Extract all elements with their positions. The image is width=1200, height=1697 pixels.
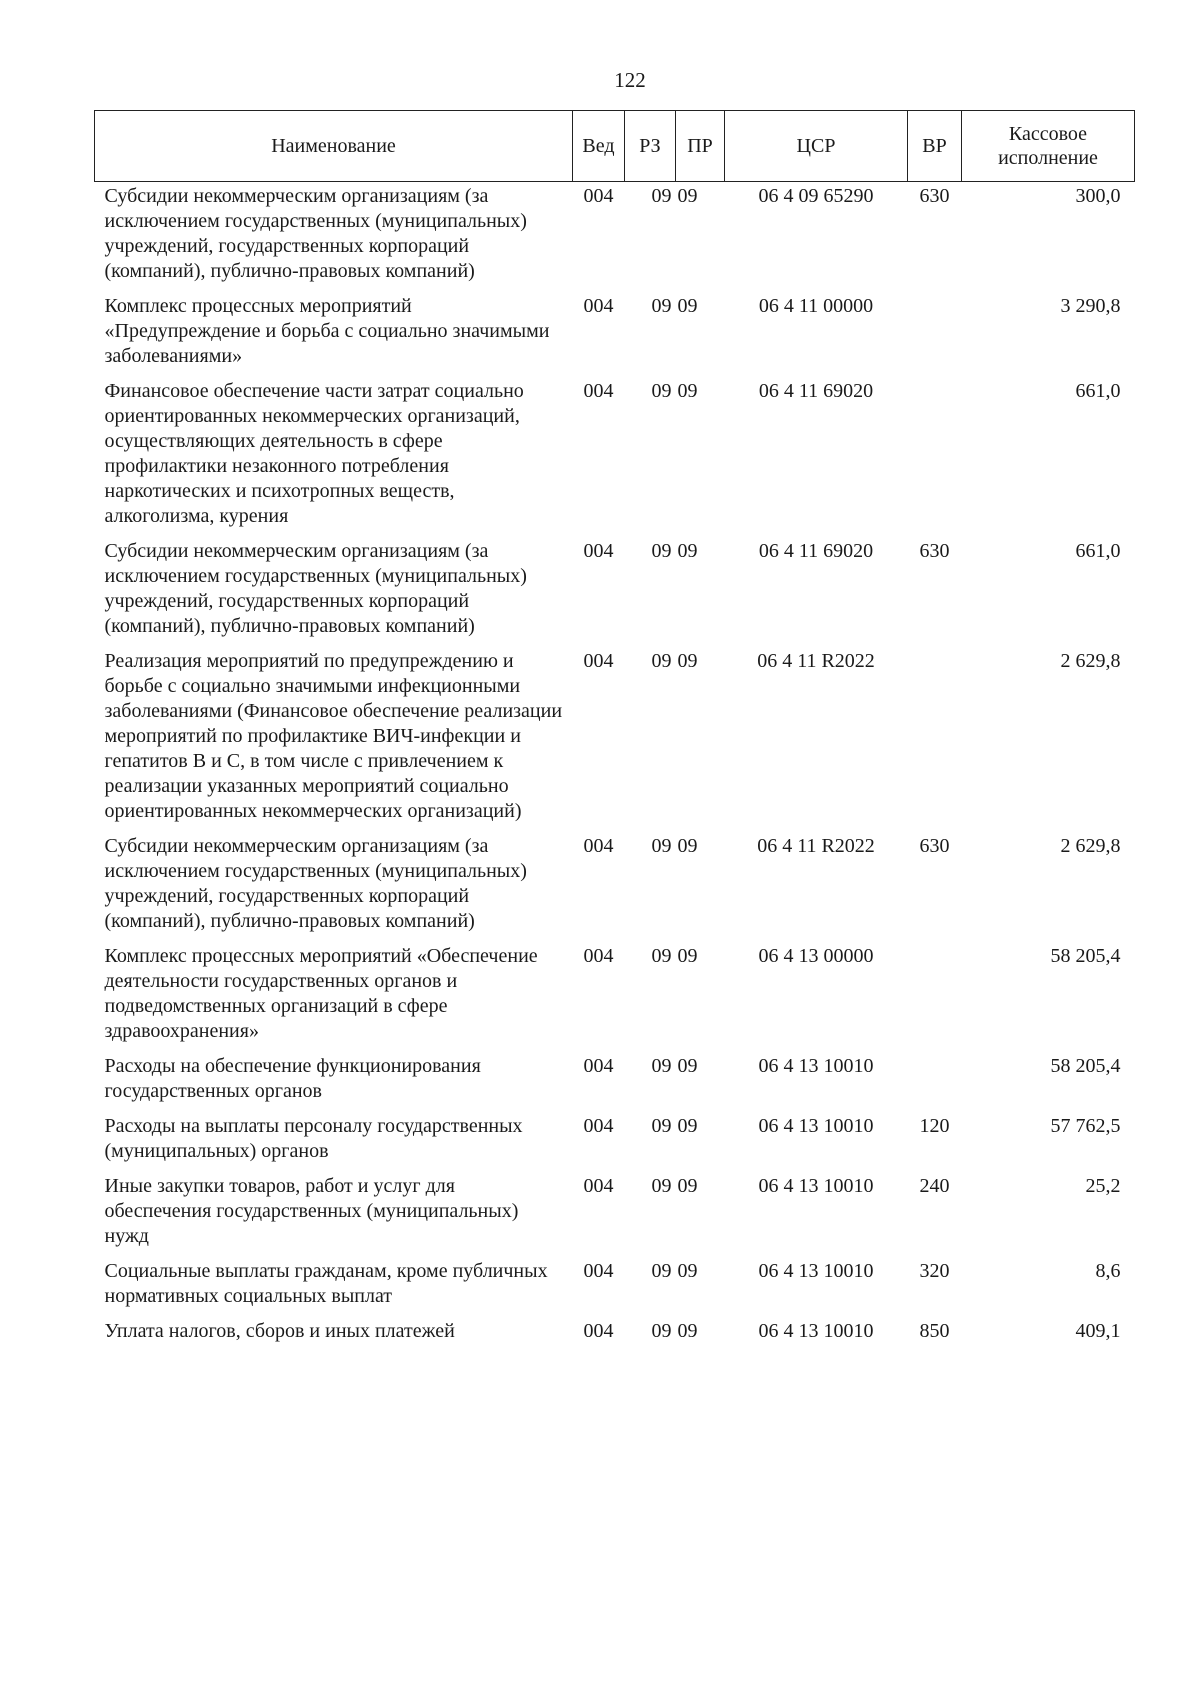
table-row <box>95 1257 1135 1317</box>
row-csr: 06 4 11 69020 <box>758 540 874 562</box>
row-vr: 320 <box>919 1260 950 1282</box>
row-rz: 09 <box>651 835 672 857</box>
row-rz: 09 <box>651 540 672 562</box>
row-ved: 004 <box>583 185 614 207</box>
row-rz: 09 <box>651 295 672 317</box>
row-amount: 8,6 <box>1095 1260 1121 1282</box>
row-csr: 06 4 11 69020 <box>758 380 874 402</box>
row-vr: 120 <box>919 1115 950 1137</box>
row-vr: 850 <box>919 1320 950 1342</box>
row-pr: 09 <box>677 295 698 317</box>
row-ved: 004 <box>583 1055 614 1077</box>
row-pr: 09 <box>677 1175 698 1197</box>
row-csr: 06 4 11 R2022 <box>757 835 875 857</box>
table-row <box>95 942 1135 1052</box>
row-ved: 004 <box>583 380 614 402</box>
row-pr: 09 <box>677 380 698 402</box>
row-pr: 09 <box>677 650 698 672</box>
row-ved: 004 <box>583 835 614 857</box>
row-amount: 25,2 <box>1085 1175 1121 1197</box>
row-ved: 004 <box>583 650 614 672</box>
row-rz: 09 <box>651 1055 672 1077</box>
row-name: Субсидии некоммерческим организациям (за исключением государственных (муниципальных) учреждений, государственных корпораций (компаний), публично-правовых компаний) <box>104 540 527 637</box>
row-csr: 06 4 13 10010 <box>758 1175 874 1197</box>
row-csr: 06 4 13 10010 <box>758 1115 874 1137</box>
table-row <box>95 292 1135 377</box>
row-ved: 004 <box>583 295 614 317</box>
row-amount: 2 629,8 <box>1060 650 1121 672</box>
row-csr: 06 4 09 65290 <box>758 185 874 207</box>
row-vr: 630 <box>919 540 950 562</box>
row-ved: 004 <box>583 1320 614 1342</box>
row-ved: 004 <box>583 1260 614 1282</box>
row-vr <box>908 377 962 537</box>
header-csr: ЦСР <box>725 111 908 182</box>
row-pr: 09 <box>677 540 698 562</box>
table-row <box>95 1172 1135 1257</box>
row-pr: 09 <box>677 1055 698 1077</box>
row-name: Социальные выплаты гражданам, кроме публичных нормативных социальных выплат <box>104 1260 548 1307</box>
row-name: Уплата налогов, сборов и иных платежей <box>104 1320 455 1342</box>
row-vr: 630 <box>919 185 950 207</box>
row-rz: 09 <box>651 1260 672 1282</box>
row-rz: 09 <box>651 185 672 207</box>
row-name: Субсидии некоммерческим организациям (за исключением государственных (муниципальных) учреждений, государственных корпораций (компаний), публично-правовых компаний) <box>104 835 527 932</box>
table-row <box>95 377 1135 537</box>
row-name: Реализация мероприятий по предупреждению и борьбе с социально значимыми инфекционными заболеваниями (Финансовое обеспечение реализации мероприятий по профилактике ВИЧ-инфекции и гепатитов В и С, в том числе с привлечением к реализации указанных мероприятий социально ориентированных некоммерческих организаций) <box>104 650 563 822</box>
table-row <box>95 182 1135 293</box>
row-amount: 3 290,8 <box>1060 295 1121 317</box>
row-amount: 2 629,8 <box>1060 835 1121 857</box>
row-name: Финансовое обеспечение части затрат социально ориентированных некоммерческих организаций, осуществляющих деятельность в сфере профилактики незаконного потребления наркотических и психотропных веществ, алкоголизма, курения <box>104 380 524 527</box>
row-csr: 06 4 13 10010 <box>758 1055 874 1077</box>
row-rz: 09 <box>651 380 672 402</box>
table-row <box>95 647 1135 832</box>
row-vr <box>908 292 962 377</box>
row-amount: 661,0 <box>1075 380 1121 402</box>
row-vr <box>908 1052 962 1112</box>
row-amount: 57 762,5 <box>1050 1115 1121 1137</box>
row-amount: 661,0 <box>1075 540 1121 562</box>
header-pr: ПР <box>676 111 725 182</box>
row-vr <box>908 942 962 1052</box>
header-ved: Вед <box>573 111 625 182</box>
row-amount: 58 205,4 <box>1050 1055 1121 1077</box>
table-row <box>95 537 1135 647</box>
row-vr: 240 <box>919 1175 950 1197</box>
table-body <box>95 182 1135 1353</box>
row-vr: 630 <box>919 835 950 857</box>
row-ved: 004 <box>583 1115 614 1137</box>
row-vr <box>908 647 962 832</box>
row-csr: 06 4 13 00000 <box>758 945 874 967</box>
page-number: 122 <box>614 68 646 92</box>
table-row <box>95 1112 1135 1172</box>
row-csr: 06 4 11 00000 <box>758 295 874 317</box>
header-vr: ВР <box>908 111 962 182</box>
row-amount: 58 205,4 <box>1050 945 1121 967</box>
table-row <box>95 1317 1135 1352</box>
header-amount: Кассовое исполнение <box>962 111 1135 182</box>
header-rz: РЗ <box>625 111 676 182</box>
row-name: Расходы на выплаты персоналу государственных (муниципальных) органов <box>104 1115 523 1162</box>
row-csr: 06 4 13 10010 <box>758 1320 874 1342</box>
row-csr: 06 4 11 R2022 <box>757 650 875 672</box>
budget-table <box>94 110 1135 1352</box>
row-amount: 300,0 <box>1075 185 1121 207</box>
row-ved: 004 <box>583 540 614 562</box>
row-pr: 09 <box>677 185 698 207</box>
row-name: Расходы на обеспечение функционирования государственных органов <box>104 1055 481 1102</box>
row-name: Субсидии некоммерческим организациям (за исключением государственных (муниципальных) учреждений, государственных корпораций (компаний), публично-правовых компаний) <box>104 185 527 282</box>
row-rz: 09 <box>651 945 672 967</box>
table-header <box>95 111 1135 182</box>
row-amount: 409,1 <box>1075 1320 1121 1342</box>
row-name: Комплекс процессных мероприятий «Предупреждение и борьба с социально значимыми заболеваниями» <box>104 295 550 367</box>
row-pr: 09 <box>677 1320 698 1342</box>
row-rz: 09 <box>651 1175 672 1197</box>
row-ved: 004 <box>583 1175 614 1197</box>
row-name: Комплекс процессных мероприятий «Обеспечение деятельности государственных органов и подведомственных организаций в сфере здравоохранения» <box>104 945 538 1042</box>
table-row <box>95 832 1135 942</box>
row-rz: 09 <box>651 1115 672 1137</box>
row-pr: 09 <box>677 835 698 857</box>
table-row <box>95 1052 1135 1112</box>
row-pr: 09 <box>677 945 698 967</box>
row-pr: 09 <box>677 1115 698 1137</box>
row-rz: 09 <box>651 650 672 672</box>
row-rz: 09 <box>651 1320 672 1342</box>
row-name: Иные закупки товаров, работ и услуг для обеспечения государственных (муниципальных) нужд <box>104 1175 519 1247</box>
header-name: Наименование <box>95 111 573 182</box>
row-csr: 06 4 13 10010 <box>758 1260 874 1282</box>
row-ved: 004 <box>583 945 614 967</box>
row-pr: 09 <box>677 1260 698 1282</box>
